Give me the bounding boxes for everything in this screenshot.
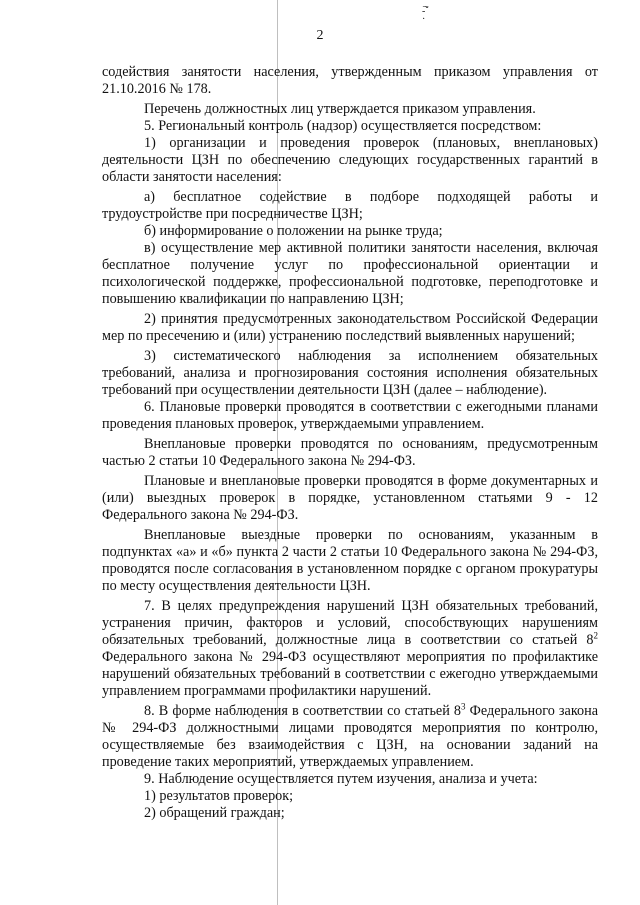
page-number: 2 — [316, 28, 324, 43]
paragraph-5-1-b: б) информирование о положении на рынке труда; — [144, 223, 443, 239]
paragraph-item-7-text-after: Федерального закона № 294-ФЗ осуществляют мероприятия по профилактике нарушений обязательных требований в соответствии с ежегодно утверждаемыми управлением программами профилактики нарушений. — [102, 649, 598, 699]
paragraph-item-7 — [102, 598, 598, 700]
paragraph-item-8 — [102, 703, 598, 771]
paragraph-5-3: 3) систематического наблюдения за исполнением обязательных требований, анализа и прогнозирования состояния исполнения обязательных требований при осуществлении деятельности ЦЗН (далее – наблюдение). — [102, 348, 598, 398]
paragraph-continuation: содействия занятости населения, утвержденным приказом управления от 21.10.2016 № 178. — [102, 64, 598, 97]
paragraph-item-9: 9. Наблюдение осуществляется путем изучения, анализа и учета: — [144, 771, 538, 787]
paragraph-5-1-a: а) бесплатное содействие в подборе подходящей работы и трудоустройстве при посредничестве ЦЗН; — [102, 189, 598, 222]
paragraph-item-7-text: 7. В целях предупреждения нарушений ЦЗН обязательных требований, устранения причин, факторов и условий, способствующих нарушениям обязательных требований, должностные лица в соответствии со статьей 8 — [102, 598, 598, 648]
scan-mark: -̅ˇ · — [422, 6, 429, 25]
paragraph-5-1-v: в) осуществление мер активной политики занятости населения, включая бесплатное получение услуг по профессиональной ориентации и психологической поддержке, профессиональной подготовке, переподготовке и повышению квалификации по направлению ЦЗН; — [102, 240, 598, 307]
paragraph-9-1: 1) результатов проверок; — [144, 788, 294, 804]
paragraph-field-inspections: Внеплановые выездные проверки по основаниям, указанным в подпунктах «а» и «б» пункта 2 части 2 статьи 10 Федерального закона № 294-ФЗ, проводятся после согласования в установленном порядке с органом прокуратуры по месту осуществления деятельности ЦЗН. — [102, 527, 598, 594]
paragraph-5-2: 2) принятия предусмотренных законодательством Российской Федерации мер по пресечению и (или) устранению последствий выявленных нарушений; — [102, 311, 598, 344]
paragraph-unscheduled-inspections: Внеплановые проверки проводятся по основаниям, предусмотренным частью 2 статьи 10 Федерального закона № 294-ФЗ. — [102, 436, 598, 469]
paragraph-item-6: 6. Плановые проверки проводятся в соответствии с ежегодными планами проведения плановых проверок, утверждаемыми управлением. — [102, 399, 598, 432]
paragraph-item-8-sup: 3 — [461, 701, 466, 712]
paragraph-item-8-text: 8. В форме наблюдения в соответствии со статьей 8 — [144, 703, 462, 719]
paragraph-9-2: 2) обращений граждан; — [144, 805, 285, 821]
paragraph-item-5: 5. Региональный контроль (надзор) осуществляется посредством: — [144, 118, 542, 134]
paragraph-inspection-forms: Плановые и внеплановые проверки проводятся в форме документарных и (или) выездных проверок в порядке, установленном статьями 9 - 12 Федерального закона № 294-ФЗ. — [102, 473, 598, 523]
paragraph-item-7-sup: 2 — [593, 630, 598, 641]
paragraph-officials-list: Перечень должностных лиц утверждается приказом управления. — [144, 101, 536, 117]
document-body — [102, 64, 598, 822]
paragraph-5-1: 1) организации и проведения проверок (плановых, внеплановых) деятельности ЦЗН по обеспечению следующих государственных гарантий в области занятости населения: — [102, 135, 598, 185]
paragraph-item-8-text-after: Федерального закона № 294-ФЗ должностными лицами проводятся мероприятия по контролю, осуществляемые без взаимодействия с ЦЗН, на основании заданий на проведение таких мероприятий, утверждаемых управлением. — [102, 703, 598, 770]
